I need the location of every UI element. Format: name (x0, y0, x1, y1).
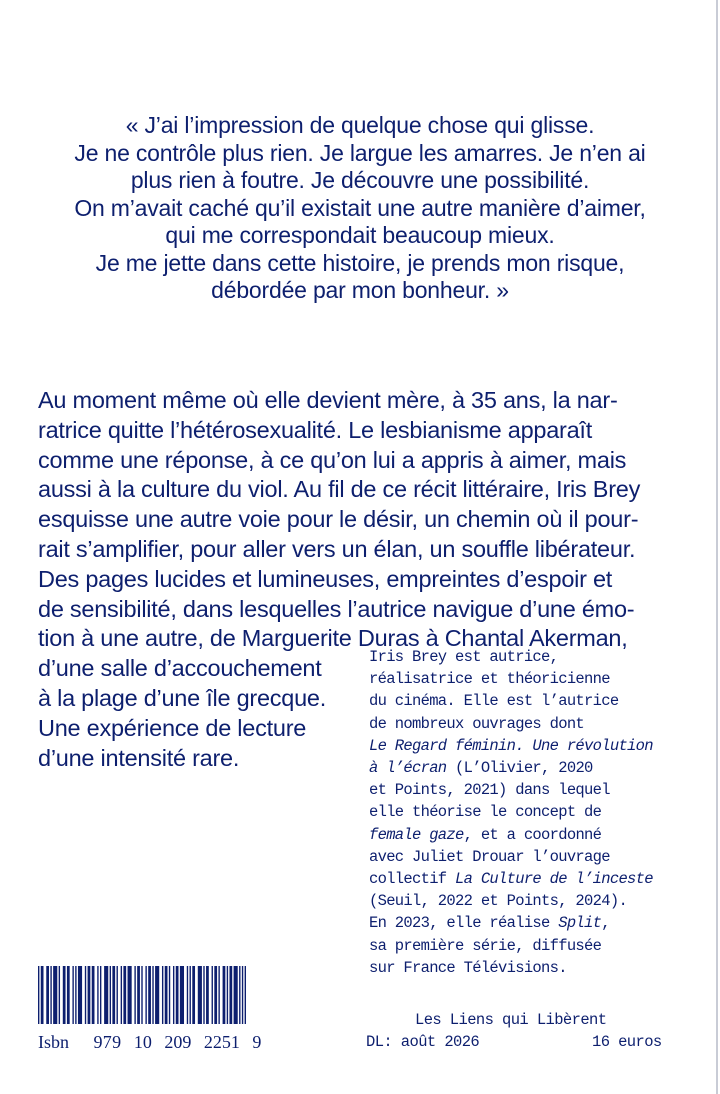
bio-text: En 2023, elle réalise (369, 914, 559, 933)
description-line: rait s’amplifier, pour aller vers un élan, un souffle libérateur. (38, 535, 636, 562)
description-line: à la plage d’une île grecque. (38, 684, 327, 711)
barcode-bar (117, 966, 118, 1024)
description-line: d’une intensité rare. (38, 744, 240, 771)
barcode-bar (75, 966, 76, 1024)
barcode-bar (104, 966, 108, 1024)
bio-text: collectif (369, 870, 456, 889)
term-italic: female gaze (369, 825, 464, 844)
barcode-bar (145, 966, 146, 1024)
barcode-bar (78, 966, 82, 1024)
quote-line: « J’ai l’impression de quelque chose qui glisse. (125, 112, 595, 138)
barcode-bar (212, 966, 213, 1024)
description-line: aussi à la culture du viol. Au fil de ce récit littéraire, Iris Brey (38, 476, 641, 503)
quote-line: On m’avait caché qu’il existait une autre manière d’aimer, (74, 194, 646, 221)
bio-line (369, 868, 689, 890)
isbn-part: 209 (164, 1032, 192, 1052)
barcode-bar (245, 966, 246, 1024)
description-line: tion à une autre, de Marguerite Duras à Chantal Akerman, (38, 625, 628, 652)
barcode-bar (155, 966, 159, 1024)
book-title-italic: Le Regard féminin. Une révolution (369, 736, 653, 755)
bio-line: sur France Télévisions. (369, 958, 567, 977)
bio-line (369, 824, 689, 846)
barcode-bar (100, 966, 101, 1024)
barcode-bar (97, 966, 98, 1024)
legal-deposit: DL: août 2026 (366, 1033, 480, 1051)
description-line: Au moment même où elle devient mère, à 35 ans, la nar- (38, 387, 618, 413)
bio-line (369, 912, 689, 934)
barcode-bar (85, 966, 86, 1024)
barcode-icon (38, 966, 246, 1024)
barcode-bar (134, 966, 135, 1024)
barcode-bar (88, 966, 91, 1024)
bio-line: du cinéma. Elle est l’autrice (369, 692, 619, 711)
description-line: Une expérience de lecture (38, 714, 307, 741)
bio-line: Iris Brey est autrice, (369, 648, 559, 666)
barcode-bar (206, 966, 209, 1024)
barcode-bar (229, 966, 232, 1024)
barcode-bar (214, 966, 217, 1024)
barcode-bar (198, 966, 202, 1024)
barcode-bar (239, 966, 240, 1024)
quote-line: plus rien à foutre. Je découvre une possibilité. (130, 167, 590, 193)
barcode-bar (218, 966, 219, 1024)
isbn-part: 10 (133, 1032, 152, 1052)
quote-line: qui me correspondait beaucoup mieux. (165, 222, 555, 248)
bio-text: , et a coordonné (463, 825, 602, 844)
bio-line: avec Juliet Drouar l’ouvrage (369, 847, 610, 866)
barcode-bar (223, 966, 226, 1024)
barcode-bar (38, 966, 39, 1024)
description-line: de sensibilité, dans lesquelles l’autrice navigue d’une émo- (38, 595, 635, 622)
isbn-part: 979 (93, 1032, 122, 1052)
barcode-bar (72, 966, 73, 1024)
barcode-bar (41, 966, 44, 1024)
barcode-bar (234, 966, 238, 1024)
barcode-bar (110, 966, 111, 1024)
publisher-name: Les Liens qui Libèrent (415, 1011, 607, 1029)
barcode-bar (176, 966, 179, 1024)
series-title-italic: Split (558, 914, 602, 933)
author-bio (369, 646, 689, 979)
barcode-bar (173, 966, 174, 1024)
bio-line: (Seuil, 2022 et Points, 2024). (369, 892, 628, 911)
barcode-bar (92, 966, 95, 1024)
isbn-label: Isbn (38, 1032, 69, 1052)
description-line: ratrice quitte l’hétérosexualité. Le lesbianisme apparaît (38, 416, 592, 443)
barcode-bar (63, 966, 66, 1024)
bio-line: elle théorise le concept de (369, 803, 602, 822)
isbn-part: 9 (252, 1032, 262, 1052)
bio-line: sa première série, diffusée (369, 936, 602, 955)
barcode-bar (128, 966, 132, 1024)
barcode-bar (123, 966, 126, 1024)
barcode-bar (137, 966, 140, 1024)
bio-line: de nombreux ouvrages dont (369, 714, 585, 733)
barcode-bar (148, 966, 151, 1024)
book-title-italic: La Culture de l’inceste (455, 870, 653, 889)
barcode-bar (242, 966, 243, 1024)
quote-line: débordée par mon bonheur. » (211, 277, 509, 303)
bio-line: et Points, 2021) dans lequel (369, 781, 610, 800)
bio-line (369, 757, 689, 779)
barcode-bar (67, 966, 70, 1024)
quote-line: Je ne contrôle plus rien. Je largue les amarres. Je n’en ai (74, 139, 646, 166)
barcode-bar (112, 966, 115, 1024)
bio-text: (L’Olivier, 2020 (446, 759, 593, 778)
barcode-bar (203, 966, 204, 1024)
barcode-bar (187, 966, 188, 1024)
barcode-bar (141, 966, 142, 1024)
barcode-bar (180, 966, 184, 1024)
barcode-bar (192, 966, 195, 1024)
bio-line (369, 735, 689, 757)
bio-text: , (601, 914, 610, 933)
barcode-bar (53, 966, 57, 1024)
barcode-bar (121, 966, 122, 1024)
barcode-bar (46, 966, 49, 1024)
barcode-bar (190, 966, 191, 1024)
barcode-bar (59, 966, 60, 1024)
description-line: Des pages lucides et lumineuses, empreintes d’espoir et (38, 565, 613, 592)
barcode-bar (162, 966, 163, 1024)
isbn-part: 2251 (203, 1032, 240, 1052)
barcode-bar (165, 966, 168, 1024)
barcode-bar (50, 966, 51, 1024)
pull-quote (0, 112, 720, 305)
description-line: d’une salle d’accouchement (38, 655, 322, 682)
barcode-bar (227, 966, 228, 1024)
bio-line: réalisatrice et théoricienne (369, 670, 610, 689)
barcode-bar (152, 966, 153, 1024)
description-line: comme une réponse, à ce qu’on lui a appris à aimer, mais (38, 446, 627, 473)
barcode-bar (169, 966, 170, 1024)
quote-line: Je me jette dans cette histoire, je prends mon risque, (95, 249, 625, 276)
price: 16 euros (592, 1033, 662, 1051)
book-title-italic: à l’écran (369, 759, 447, 778)
description-line: esquisse une autre voie pour le désir, un chemin où il pour- (38, 506, 639, 533)
isbn (38, 1031, 269, 1053)
